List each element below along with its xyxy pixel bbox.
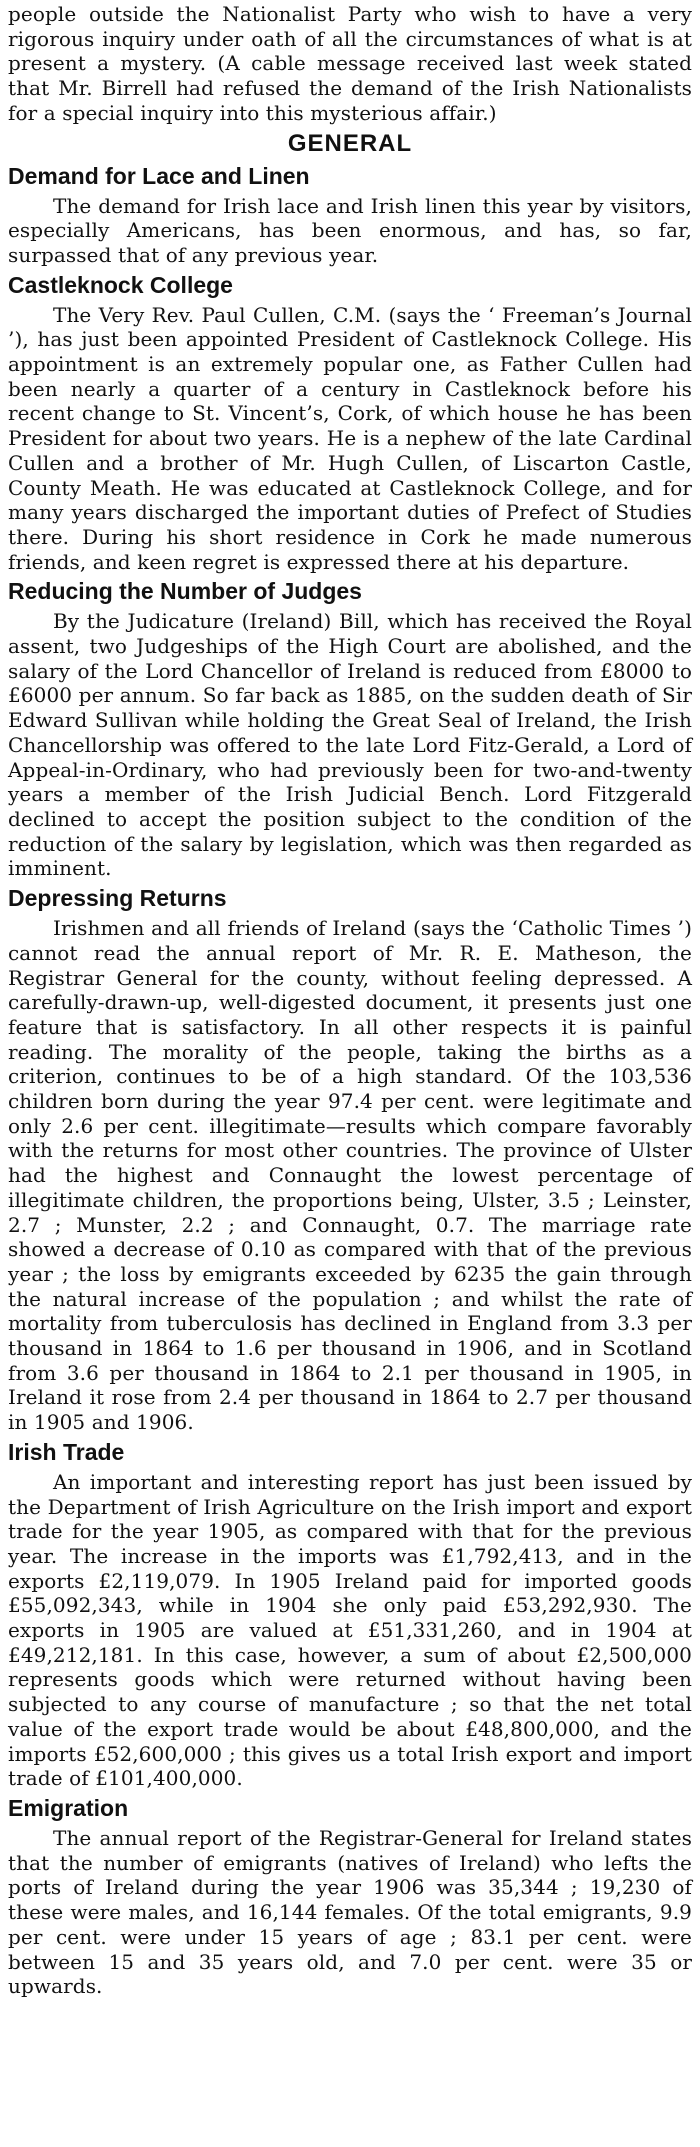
- article-heading: Irish Trade: [8, 1438, 125, 1465]
- section-title: GENERAL: [287, 129, 413, 157]
- article-heading: Reducing the Number of Judges: [8, 578, 362, 605]
- article-judges: [8, 577, 692, 881]
- article-depressing-returns: [8, 884, 692, 1435]
- article-emigration: [8, 1794, 692, 1999]
- article-body: The demand for Irish lace and Irish linen this year by visitors, especially Americans, has been enormous, and has, so far, surpassed that of any previous year.: [8, 193, 692, 267]
- article-body: The annual report of the Registrar-General for Ireland states that the number of emigrants (natives of Ireland) who lefts the ports of Ireland during the year 1906 was 35,344 ; 19,230 of these were males, and 16,144 females. Of the total emigrants, 9.9 per cent. were under 15 years of age ; 83.1 per cent. were between 15 and 35 years old, and 7.0 per cent. were 35 or upwards.: [8, 1826, 692, 1999]
- article-body: By the Judicature (Ireland) Bill, which has received the Royal assent, two Judgeships of the High Court are abolished, and the salary of the Lord Chancellor of Ireland is reduced from £8000 to £6000 per annum. So far back as 1885, on the sudden death of Sir Edward Sullivan while holding the Great Seal of Ireland, the Irish Chancellorship was offered to the late Lord Fitz-Gerald, a Lord of Appeal-in-Ordinary, who had previously been for two-and-twenty years a member of the Irish Judicial Bench. Lord Fitzgerald declined to accept the position subject to the condition of the reduction of the salary by legislation, which was then regarded as imminent.: [8, 609, 692, 881]
- intro-paragraph: people outside the Nationalist Party who wish to have a very rigorous inquiry under oath of all the circumstances of what is at present a mystery. (A cable message received last week stated that Mr. Birrell had refused the demand of the Irish Nationalists for a special inquiry into this mysterious affair.): [8, 2, 692, 125]
- article-castleknock: [8, 271, 692, 575]
- article-body: Irishmen and all friends of Ireland (says the ‘Catholic Times ’) cannot read the annual report of Mr. R. E. Matheson, the Registrar General for the county, without feeling depressed. A carefully-drawn-up, well-digested document, it presents just one feature that is satisfactory. In all other respects it is painful reading. The morality of the people, taking the births as a criterion, continues to be of a high standard. Of the 103,536 children born during the year 97.4 per cent. were legitimate and only 2.6 per cent. illegitimate—results which compare favorably with the returns for most other countries. The province of Ulster had the highest and Connaught the lowest percentage of illegitimate children, the proportions being, Ulster, 3.5 ; Leinster, 2.7 ; Munster, 2.2 ; and Connaught, 0.7. The marriage rate showed a decrease of 0.10 as compared with that of the previous year ; the loss by emigrants exceeded by 6235 the gain through the natural increase of the population ; and whilst the rate of mortality from tuberculosis has declined in England from 3.3 per thousand in 1864 to 1.6 per thousand in 1906, and in Scotland from 3.6 per thousand in 1864 to 2.1 per thousand in 1905, in Ireland it rose from 2.4 per thousand in 1864 to 2.7 per thousand in 1905 and 1906.: [8, 916, 692, 1435]
- article-body: An important and interesting report has just been issued by the Department of Irish Agriculture on the Irish import and export trade for the year 1905, as compared with that for the previous year. The increase in the imports was £1,792,413, and in the exports £2,119,079. In 1905 Ireland paid for imported goods £55,092,343, while in 1904 she only paid £53,292,930. The exports in 1905 are valued at £51,331,260, and in 1904 at £49,212,181. In this case, however, a sum of about £2,500,000 represents goods which were returned without having been subjected to any course of manufacture ; so that the net total value of the export trade would be about £48,800,000, and the imports £52,600,000 ; this gives us a total Irish export and import trade of £101,400,000.: [8, 1469, 692, 1791]
- article-heading: Castleknock College: [8, 271, 233, 298]
- article-lace-linen: [8, 162, 692, 268]
- article-body: The Very Rev. Paul Cullen, C.M. (says the ‘ Freeman’s Journal ’), has just been appointed President of Castleknock College. His appointment is an extremely popular one, as Father Cullen had been nearly a quarter of a century in Castleknock before his recent change to St. Vincent’s, Cork, of which house he has been President for about two years. He is a nephew of the late Cardinal Cullen and a brother of Mr. Hugh Cullen, of Liscarton Castle, County Meath. He was educated at Castleknock College, and for many years discharged the important duties of Prefect of Studies there. During his short residence in Cork he made numerous friends, and keen regret is expressed there at his departure.: [8, 302, 692, 574]
- article-irish-trade: [8, 1438, 692, 1791]
- article-heading: Emigration: [8, 1795, 129, 1821]
- article-heading: Depressing Returns: [8, 885, 227, 912]
- article-heading: Demand for Lace and Linen: [8, 162, 310, 189]
